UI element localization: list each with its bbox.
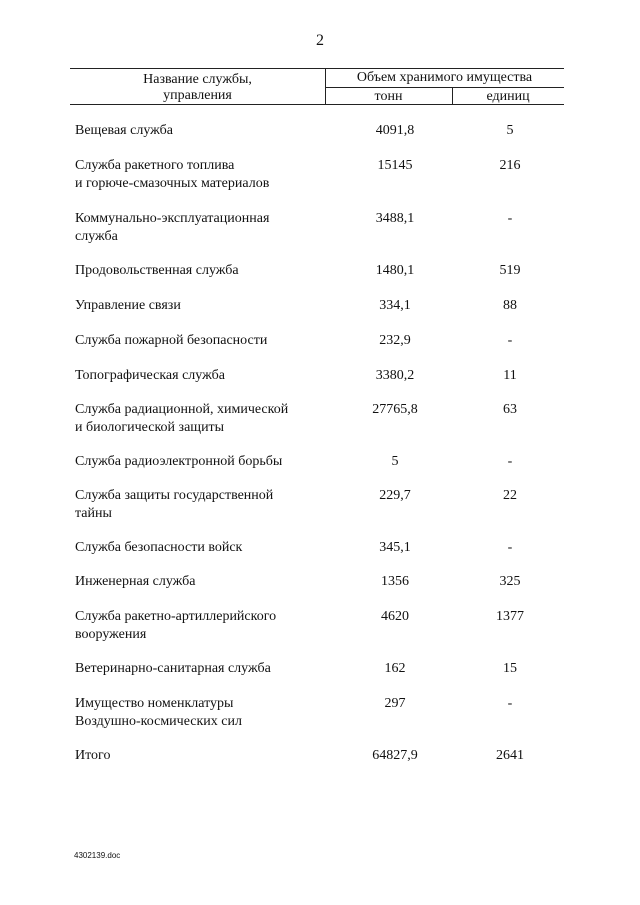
row-tons: 1480,1	[375, 263, 415, 278]
row-name: Имущество номенклатуры Воздушно-космических сил	[75, 696, 242, 729]
row-tons: 15145	[377, 158, 413, 173]
row-tons: 297	[384, 696, 406, 711]
row-tons: 4620	[381, 609, 409, 624]
row-name: Вещевая служба	[75, 123, 173, 138]
row-name: Служба защиты государственной тайны	[75, 488, 274, 521]
row-tons: 64827,9	[372, 748, 418, 763]
row-name: Служба ракетно-артиллерийского вооружения	[75, 609, 277, 642]
row-units: 15	[503, 661, 517, 676]
row-name: Служба пожарной безопасности	[75, 333, 268, 348]
row-units: 11	[503, 368, 517, 383]
row-tons: 3488,1	[375, 211, 415, 226]
header-service: Название службы, управления	[143, 72, 252, 103]
table-top-rule	[70, 68, 564, 69]
row-name: Итого	[75, 748, 111, 763]
row-tons: 3380,2	[375, 368, 415, 383]
row-tons: 4091,8	[375, 123, 415, 138]
row-tons: 229,7	[379, 488, 411, 503]
row-units: 5	[506, 123, 514, 138]
row-tons: 1356	[381, 574, 409, 589]
row-units: 519	[499, 263, 521, 278]
header-volume: Объем хранимого имущества	[356, 70, 533, 85]
row-units: -	[507, 454, 513, 469]
row-units: 325	[499, 574, 521, 589]
row-tons: 232,9	[379, 333, 411, 348]
row-name: Коммунально-эксплуатационная служба	[75, 211, 270, 244]
row-name: Инженерная служба	[75, 574, 196, 589]
header-sub-rule	[325, 87, 564, 88]
row-tons: 162	[384, 661, 406, 676]
row-tons: 27765,8	[372, 402, 418, 417]
row-name: Служба безопасности войск	[75, 540, 243, 555]
row-units: 63	[503, 402, 517, 417]
row-units: 216	[499, 158, 521, 173]
row-units: 2641	[496, 748, 524, 763]
row-units: -	[507, 333, 513, 348]
row-units: 88	[503, 298, 517, 313]
row-name: Продовольственная служба	[75, 263, 239, 278]
row-tons: 345,1	[379, 540, 411, 555]
header-tons: тонн	[374, 89, 403, 104]
row-name: Управление связи	[75, 298, 181, 313]
row-units: -	[507, 211, 513, 226]
footer-doc-ref: 4302139.doc	[74, 851, 121, 860]
row-tons: 5	[391, 454, 399, 469]
page-number: 2	[316, 32, 324, 49]
row-name: Служба ракетного топлива и горюче-смазочных материалов	[75, 158, 270, 191]
header-units: единиц	[486, 89, 530, 104]
row-name: Топографическая служба	[75, 368, 225, 383]
row-units: -	[507, 540, 513, 555]
row-units: 1377	[496, 609, 524, 624]
row-units: 22	[503, 488, 517, 503]
row-name: Служба радиационной, химической и биологической защиты	[75, 402, 289, 435]
row-tons: 334,1	[379, 298, 411, 313]
row-name: Ветеринарно-санитарная служба	[75, 661, 271, 676]
row-name: Служба радиоэлектронной борьбы	[75, 454, 283, 469]
row-units: -	[507, 696, 513, 711]
